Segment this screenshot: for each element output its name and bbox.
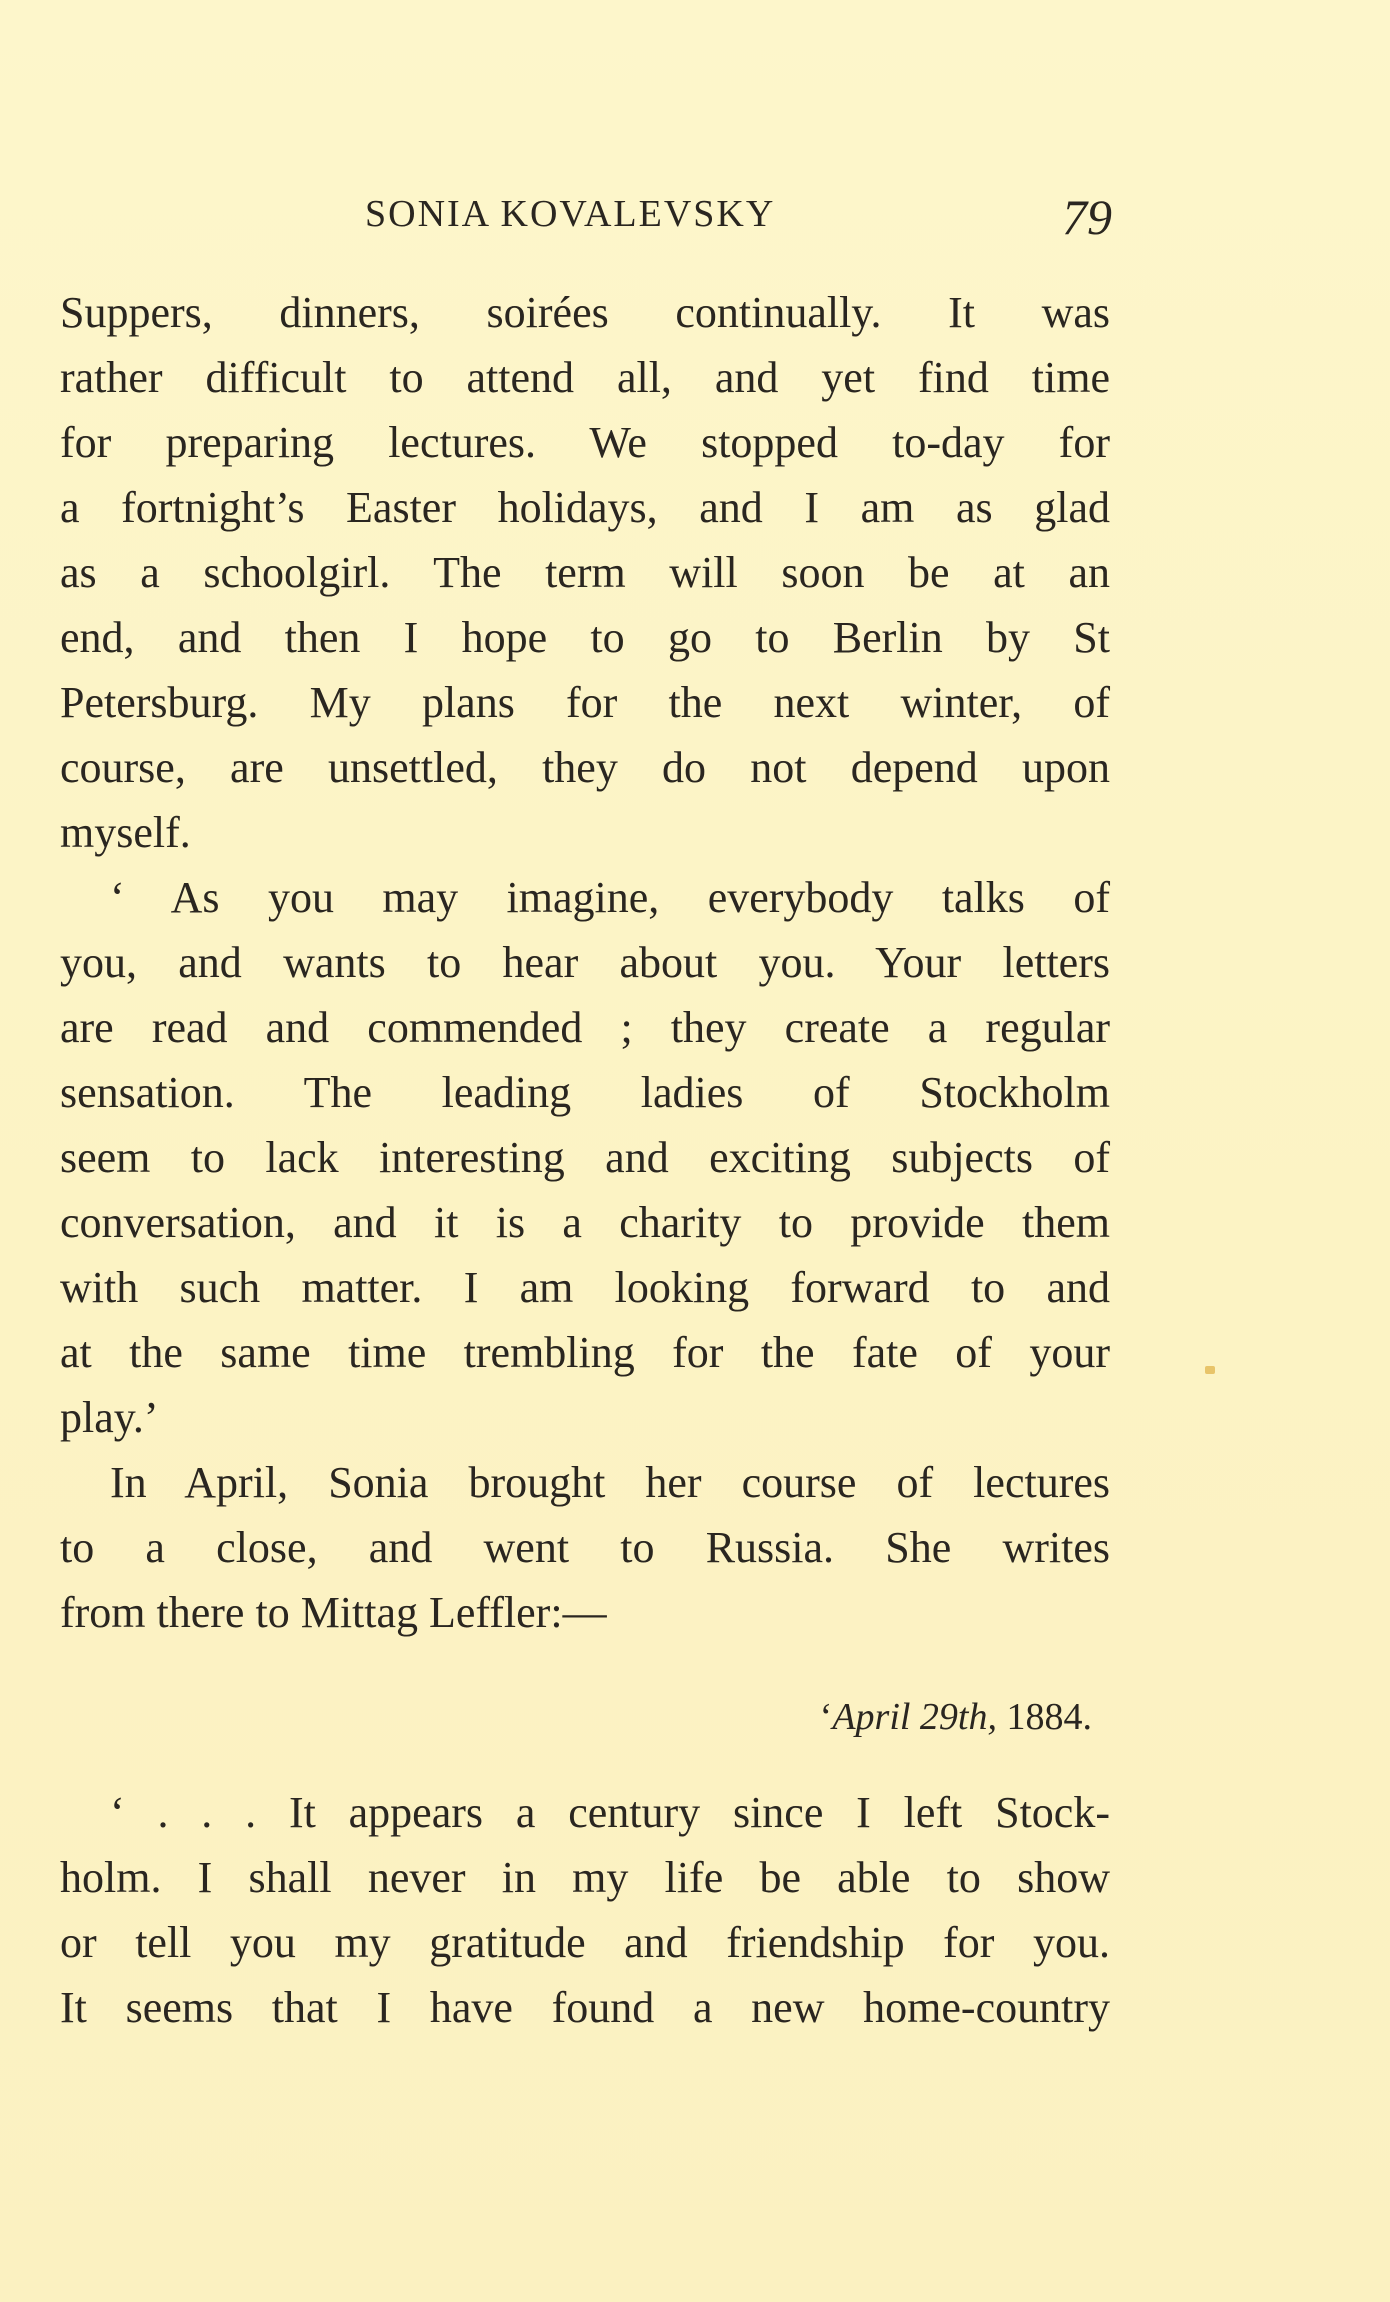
text-line: seem to lack interesting and exciting subjects of <box>60 1133 1110 1182</box>
paragraph-3 <box>60 1450 1110 1645</box>
letter-dateline <box>60 1685 1110 1750</box>
text-line: a fortnight’s Easter holidays, and I am as glad <box>60 483 1110 532</box>
text-line: conversation, and it is a charity to provide them <box>60 1198 1110 1247</box>
text-line: myself. <box>60 808 191 857</box>
paper-blemish <box>1205 1366 1215 1374</box>
text-line: ‘ As you may imagine, everybody talks of <box>110 873 1110 922</box>
dateline-quote: ‘ <box>819 1696 833 1738</box>
text-line: end, and then I hope to go to Berlin by St <box>60 613 1110 662</box>
text-line: play.’ <box>60 1393 159 1442</box>
text-line: Petersburg. My plans for the next winter, of <box>60 678 1110 727</box>
text-line: It seems that I have found a new home-country <box>60 1983 1110 2032</box>
text-line: as a schoolgirl. The term will soon be at an <box>60 548 1110 597</box>
text-line: with such matter. I am looking forward to and <box>60 1263 1110 1312</box>
dateline-month-day: April 29th, <box>832 1696 997 1738</box>
dateline-year: 1884. <box>1006 1696 1092 1738</box>
body-text <box>60 280 1110 2040</box>
running-head <box>60 188 1110 244</box>
text-line: sensation. The leading ladies of Stockholm <box>60 1068 1110 1117</box>
text-line: In April, Sonia brought her course of lectures <box>110 1458 1110 1507</box>
paragraph-1 <box>60 280 1110 865</box>
text-line: are read and commended ; they create a regular <box>60 1003 1110 1052</box>
text-line: ‘ . . . It appears a century since I left Stock- <box>110 1788 1110 1837</box>
text-line: at the same time trembling for the fate of your <box>60 1328 1110 1377</box>
text-line: for preparing lectures. We stopped to-day for <box>60 418 1110 467</box>
text-line: to a close, and went to Russia. She writes <box>60 1523 1110 1572</box>
text-line: holm. I shall never in my life be able to show <box>60 1853 1110 1902</box>
text-line: rather difficult to attend all, and yet find time <box>60 353 1110 402</box>
text-line: course, are unsettled, they do not depend upon <box>60 743 1110 792</box>
text-line: or tell you my gratitude and friendship for you. <box>60 1918 1110 1967</box>
paragraph-2 <box>60 865 1110 1450</box>
page-number: 79 <box>1062 189 1112 245</box>
text-line: Suppers, dinners, soirées continually. It was <box>60 288 1110 337</box>
letter-paragraph <box>60 1780 1110 2040</box>
text-line: you, and wants to hear about you. Your letters <box>60 938 1110 987</box>
text-line: from there to Mittag Leffler:— <box>60 1588 607 1637</box>
running-title: SONIA KOVALEVSKY <box>365 193 776 235</box>
